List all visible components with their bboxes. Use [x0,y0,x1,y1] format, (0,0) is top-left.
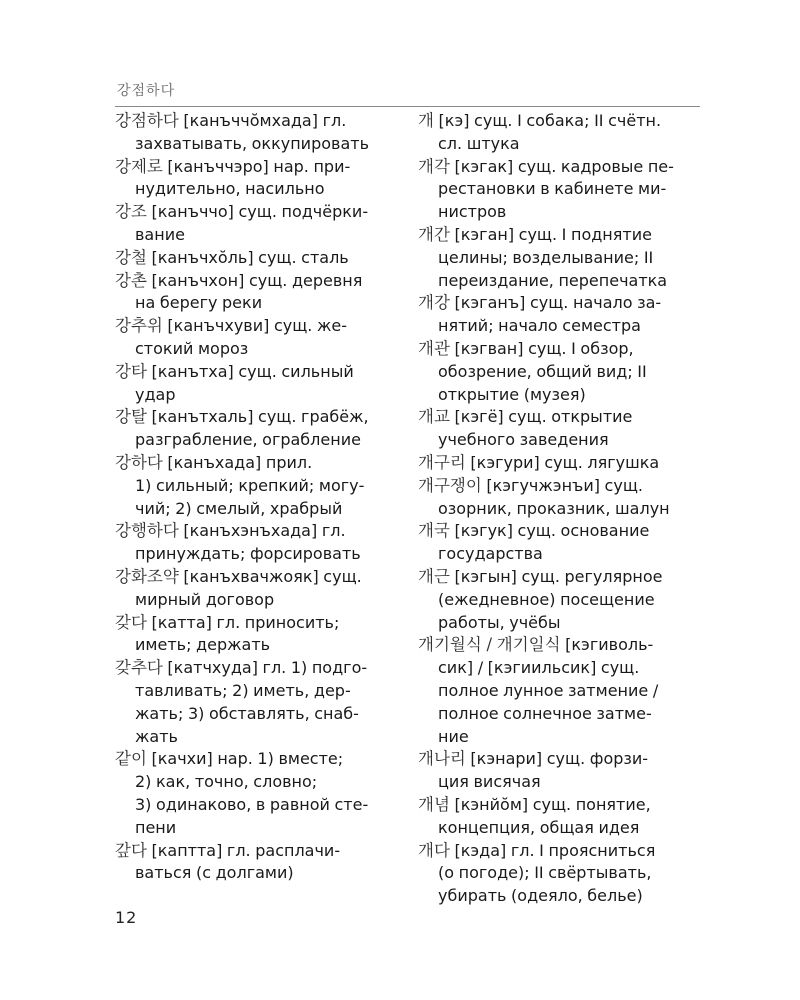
dictionary-entry [115,520,400,566]
entry-headword: 강화조약 [115,566,179,586]
dictionary-entry [115,361,400,407]
dictionary-entry [418,224,708,292]
entry-headword: 강타 [115,361,147,381]
dictionary-entry [115,270,400,316]
entry-definition: [канъхада] прил. 1) сильный; крепкий; могу- чий; 2) смелый, храбрый [135,452,365,518]
entry-definition: [канъхэнъхада] гл. принуждать; форсировать [135,521,361,564]
entry-definition: [канътхаль] сущ. грабёж, разграбление, ограбление [135,407,369,450]
entry-definition: [канъхвачжояк] сущ. мирный договор [135,566,362,609]
dictionary-entry [115,156,400,202]
entry-headword: 개근 [418,566,450,586]
entry-definition: [кэгури] сущ. лягушка [465,452,660,472]
dictionary-entry [115,566,400,612]
dictionary-entry [418,840,708,908]
dictionary-entry [418,156,708,224]
entry-definition: [канъччо] сущ. подчёрки- вание [135,202,369,244]
entry-headword: 갖다 [115,612,147,632]
entry-definition: [катта] гл. приносить; иметь; держать [135,612,340,655]
entry-definition: [кэгучжэнъи] сущ. озорник, проказник, шалун [438,475,670,518]
entry-headword: 개 [418,111,434,130]
dictionary-entry [115,406,400,452]
entry-headword: 개기월식 / 개기일식 [418,635,561,655]
entry-headword: 강하다 [115,452,163,472]
page-number: 12 [115,908,138,927]
dictionary-entry [115,201,400,247]
dictionary-entry [418,794,708,840]
entry-headword: 개구리 [418,452,466,472]
dictionary-entry [115,247,400,270]
entry-headword: 강점하다 [115,111,179,130]
dictionary-entry [418,406,708,452]
dictionary-entry [115,657,400,748]
dictionary-entry [418,452,708,475]
dictionary-entry [418,748,708,794]
entry-definition: [кэгван] сущ. I обзор, обозрение, общий вид; II открытие (музея) [438,338,647,404]
entry-definition: [канъччŏмхада] гл. захватывать, оккупировать [135,111,369,153]
entry-headword: 갖추다 [115,658,163,678]
dictionary-entry [418,634,708,748]
entry-headword: 개간 [418,224,450,244]
dictionary-entry [418,475,708,521]
entry-definition: [каптта] гл. расплачи- ваться (с долгами) [135,840,341,883]
dictionary-entry [115,315,400,361]
entry-headword: 강추위 [115,316,163,336]
dictionary-entry [418,566,708,634]
entry-headword: 개구쟁이 [418,475,482,495]
dictionary-entry [115,748,400,839]
entry-headword: 강조 [115,202,147,222]
entry-definition: [кэгиволь- сик] / [кэгиильсик] сущ. полное лунное затмение / полное солнечное затме- ние [438,635,659,746]
entry-headword: 개각 [418,156,450,176]
right-column [418,110,708,908]
dictionary-entry [115,840,400,886]
entry-definition: [катчхуда] гл. 1) подго- тавливать; 2) иметь, дер- жать; 3) обставлять, снаб- жать [135,658,368,746]
dictionary-entry [115,110,400,156]
dictionary-entry [115,452,400,520]
entry-definition: [канътха] сущ. сильный удар [135,361,354,404]
entry-definition: [кэгук] сущ. основание государства [438,521,650,564]
entry-definition: [канъчхŏль] сущ. сталь [146,247,349,267]
dictionary-entry [418,520,708,566]
entry-definition: [кэда] гл. I проясниться (о погоде); II свёртывать, убирать (одеяло, белье) [438,840,656,906]
dictionary-entry [418,110,708,156]
entry-definition: [кэгё] сущ. открытие учебного заведения [438,407,633,450]
entry-headword: 갚다 [115,840,147,860]
entry-headword: 강촌 [115,270,147,290]
entry-headword: 개다 [418,840,450,860]
entry-headword: 개나리 [418,749,466,769]
entry-headword: 강철 [115,247,147,267]
entry-definition: [качхи] нар. 1) вместе; 2) как, точно, словно; 3) одинаково, в равной сте- пени [135,749,369,837]
running-head [115,76,700,107]
entry-headword: 강행하다 [115,521,179,541]
entry-definition: [кэнари] сущ. форзи- ция висячая [438,749,649,792]
dictionary-entry [115,612,400,658]
entry-definition: [кэгак] сущ. кадровые пе- рестановки в кабинете ми- нистров [438,156,674,222]
entry-headword: 개념 [418,794,450,814]
entry-headword: 강제로 [115,156,163,176]
entry-definition: [кэган] сущ. I поднятие целины; возделывание; II переиздание, перепечатка [438,224,668,290]
entry-definition: [канъччэро] нар. при- нудительно, насильно [135,156,351,199]
entry-headword: 개강 [418,293,450,313]
dictionary-entry [418,292,708,338]
entry-headword: 개관 [418,338,450,358]
left-column [115,110,400,885]
entry-headword: 강탈 [115,407,147,427]
entry-definition: [кэнйŏм] сущ. понятие, концепция, общая идея [438,794,651,837]
running-head-text: 강점하다 [117,83,176,99]
entry-definition: [канъчхуви] сущ. же- стокий мороз [135,316,347,358]
entry-headword: 개교 [418,407,450,427]
entry-headword: 같이 [115,749,147,769]
entry-definition: [кэганъ] сущ. начало за- нятий; начало семестра [438,293,662,336]
entry-headword: 개국 [418,521,450,541]
entry-definition: [кэ] сущ. I собака; II счётн. сл. штука [438,111,662,153]
entry-definition: [канъчхон] сущ. деревня на берегу реки [135,270,363,313]
entry-definition: [кэгын] сущ. регулярное (ежедневное) посещение работы, учёбы [438,566,663,632]
dictionary-entry [418,338,708,406]
